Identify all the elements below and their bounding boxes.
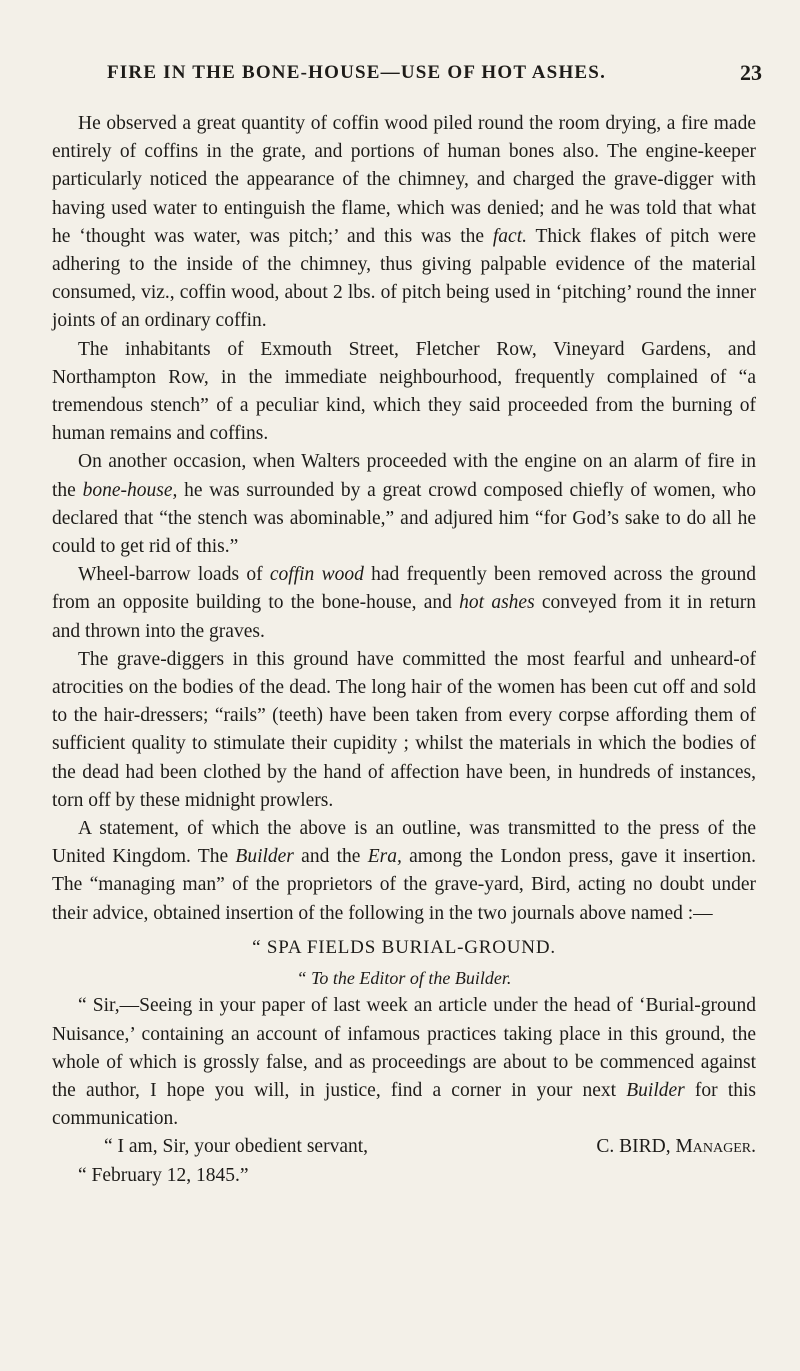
emphasis-builder-letter: Builder xyxy=(626,1079,685,1101)
emphasis-fact: fact. xyxy=(492,225,527,247)
page-body xyxy=(52,110,756,1190)
emphasis-era: Era, xyxy=(367,846,402,868)
letter-closing-line xyxy=(52,1133,756,1161)
paragraph-another-occasion: On another occasion, when Walters proceeded with the engine on an alarm of fire in the bone-house, he was surrounded by a great crowd composed chiefly of women, who declared that “the stench was abominable,” and adjured him “for God’s sake to do all he could to get rid of this.” xyxy=(52,451,756,558)
running-title: FIRE IN THE BONE-HOUSE—USE OF HOT ASHES. xyxy=(107,62,607,83)
letter-body: “ Sir,—Seeing in your paper of last week an article under the head of ‘Burial-ground Nuisance,’ containing an account of infamous practices taking place in this ground, the whole of which is grossly false, and as proceedings are about to be commenced against the author, I hope you will, in justice, find a corner in your next Builder for this communication. xyxy=(52,995,756,1130)
letter-date: “ February 12, 1845.” xyxy=(78,1164,249,1186)
letter-signature: C. BIRD, Manager. xyxy=(596,1136,756,1158)
paragraph-grave-diggers: The grave-diggers in this ground have committed the most fearful and unheard-of atrocities on the bodies of the dead. The long hair of the women has been cut off and sold to the hair-dressers; “rails” (teeth) have been taken from every corpse affording them of sufficient quality to stimulate their cupidity ; whilst the materials in which the bodies of the dead had been clothed by the hand of affection have been, in hundreds of instances, torn off by these midnight prowlers. xyxy=(52,648,756,811)
letter-closing: “ I am, Sir, your obedient servant, xyxy=(104,1136,369,1158)
letter-to-editor: “ To the Editor of the Builder. xyxy=(296,968,512,989)
emphasis-hot-ashes: hot ashes xyxy=(459,592,535,614)
page-number: 23 xyxy=(740,60,762,85)
letter-heading: “ SPA FIELDS BURIAL-GROUND. xyxy=(252,936,556,958)
emphasis-builder: Builder xyxy=(235,846,294,868)
paragraph-statement: A statement, of which the above is an outline, was transmitted to the press of the United Kingdom. The Builder and the Era, among the London press, gave it insertion. The “managing man” of the proprietors of the grave-yard, Bird, acting no doubt under their advice, obtained insertion of the following in the two journals above named :— xyxy=(52,818,756,924)
paragraph-coffin-wood-fire: He observed a great quantity of coffin wood piled round the room drying, a fire made entirely of coffins in the grate, and portions of human bones also. The engine-keeper particularly noticed the appearance of the chimney, and charged the grave-digger with having used water to entinguish the flame, which was denied; and he was told that what he ‘thought was water, was pitch;’ and this was the fact. Thick flakes of pitch were adhering to the inside of the chimney, thus giving palpable evidence of the material consumed, viz., coffin wood, about 2 lbs. of pitch being used in ‘pitching’ round the inner joints of an ordinary coffin. xyxy=(52,113,757,332)
signature-title: Manager. xyxy=(675,1136,756,1158)
emphasis-bone-house: bone-house, xyxy=(82,479,178,501)
emphasis-coffin-wood: coffin wood xyxy=(269,564,364,586)
paragraph-wheel-barrow: Wheel-barrow loads of coffin wood had frequently been removed across the ground from an opposite building to the bone-house, and hot ashes conveyed from it in return and thrown into the graves. xyxy=(52,564,757,642)
running-header xyxy=(107,62,762,92)
paragraph-inhabitants: The inhabitants of Exmouth Street, Fletcher Row, Vineyard Gardens, and Northampton Row, in the immediate neighbourhood, frequently complained of “a tremendous stench” of a peculiar kind, which they said proceeded from the burning of human remains and coffins. xyxy=(52,338,756,445)
